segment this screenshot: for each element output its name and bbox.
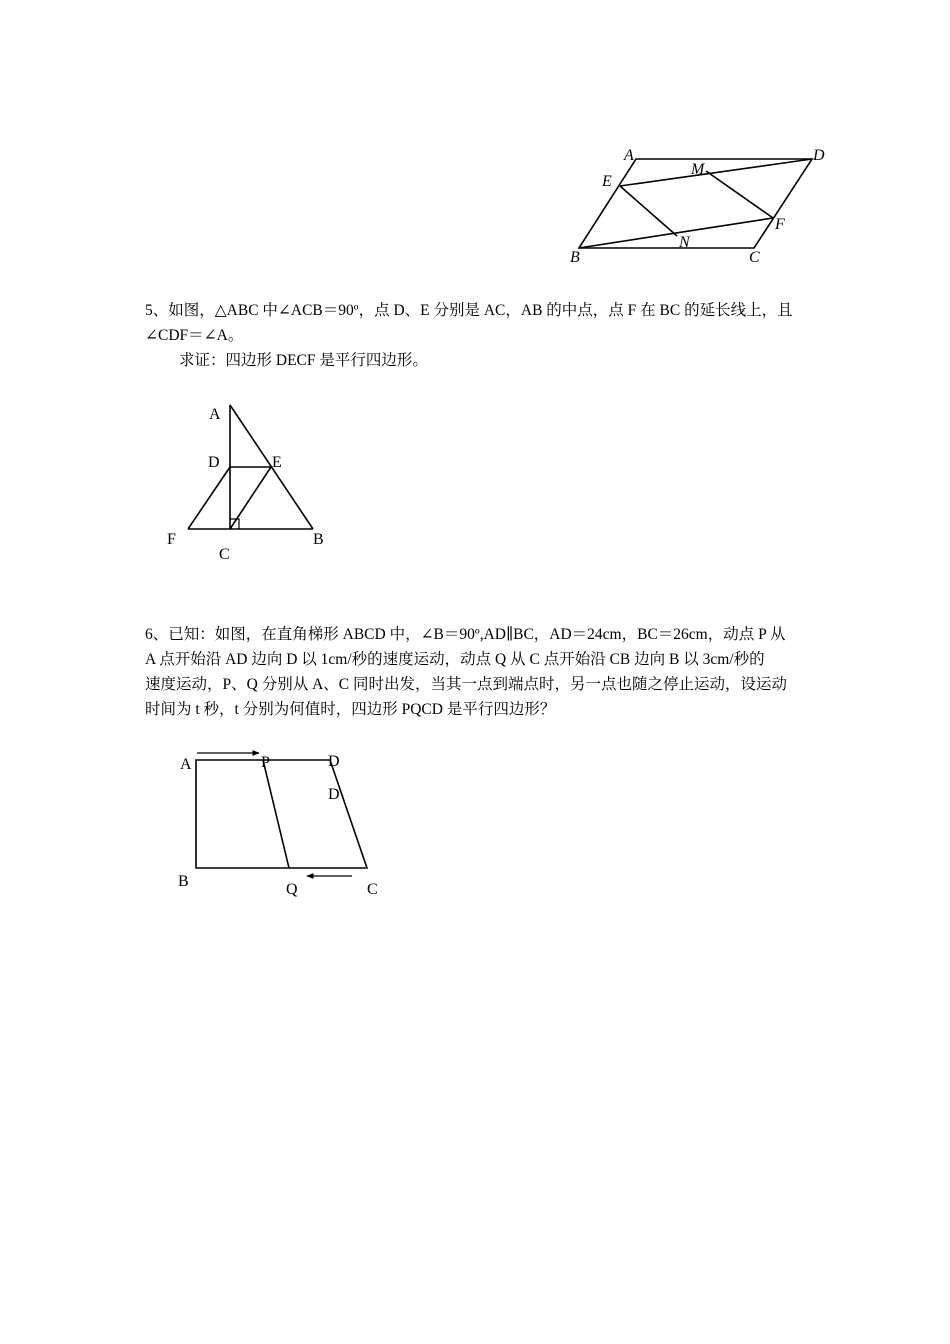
label-M: M	[691, 161, 705, 178]
segment-PQ	[263, 760, 289, 868]
segment-BF	[579, 218, 773, 248]
segment-ED	[620, 159, 812, 186]
trapezoid-outline	[196, 760, 367, 868]
parallelogram-figure	[560, 140, 840, 270]
segment-MF	[706, 171, 773, 218]
problem-6-line-3: 速度运动，P、Q 分别从 A、C 同时出发，当其一点到端点时，另一点也随之停止运动，设运动	[145, 676, 787, 693]
problem-5-line-1: 5、如图，△ABC 中∠ACB＝90º，点 D、E 分别是 AC，AB 的中点，点 F 在 BC 的延长线上，且	[145, 302, 793, 319]
segment-EC	[230, 467, 271, 529]
problem-5-line-2: ∠CDF＝∠A。	[145, 327, 244, 344]
problem-6-line-2: A 点开始沿 AD 边向 D 以 1cm/秒的速度运动，动点 Q 从 C 点开始沿 CB 边向 B 以 3cm/秒的	[145, 651, 765, 668]
label-P: P	[261, 754, 270, 771]
label-F: F	[775, 216, 785, 233]
triangle-figure	[160, 395, 340, 565]
problem-5-proof: 求证：四边形 DECF 是平行四边形。	[179, 352, 428, 369]
label-Q: Q	[286, 881, 298, 898]
segment-EN	[620, 186, 677, 236]
problem-6-line-4: 时间为 t 秒，t 分别为何值时，四边形 PQCD 是平行四边形？	[145, 701, 556, 718]
label-A: A	[180, 756, 192, 773]
label-C: C	[749, 249, 760, 266]
trapezoid-figure	[170, 745, 390, 905]
label-D: D	[813, 147, 825, 164]
label-C: C	[367, 881, 378, 898]
problem-6-line-1: 6、已知：如图，在直角梯形 ABCD 中，∠B＝90º,AD∥BC，AD＝24cm，BC＝26cm，动点 P 从	[145, 626, 786, 643]
segment-FD	[188, 467, 230, 529]
label-A: A	[624, 147, 634, 164]
label-N: N	[679, 234, 690, 251]
label-B: B	[313, 531, 324, 548]
label-B: B	[178, 873, 189, 890]
label-E: E	[272, 454, 282, 471]
problem-5-text	[145, 298, 793, 373]
label-D-top: D	[328, 753, 340, 770]
label-D: D	[208, 454, 220, 471]
label-D-side: D	[328, 786, 340, 803]
label-F: F	[167, 531, 176, 548]
label-A: A	[209, 406, 221, 423]
problem-6-text	[145, 622, 787, 722]
label-E: E	[602, 173, 612, 190]
label-C: C	[219, 546, 230, 563]
label-B: B	[570, 249, 580, 266]
